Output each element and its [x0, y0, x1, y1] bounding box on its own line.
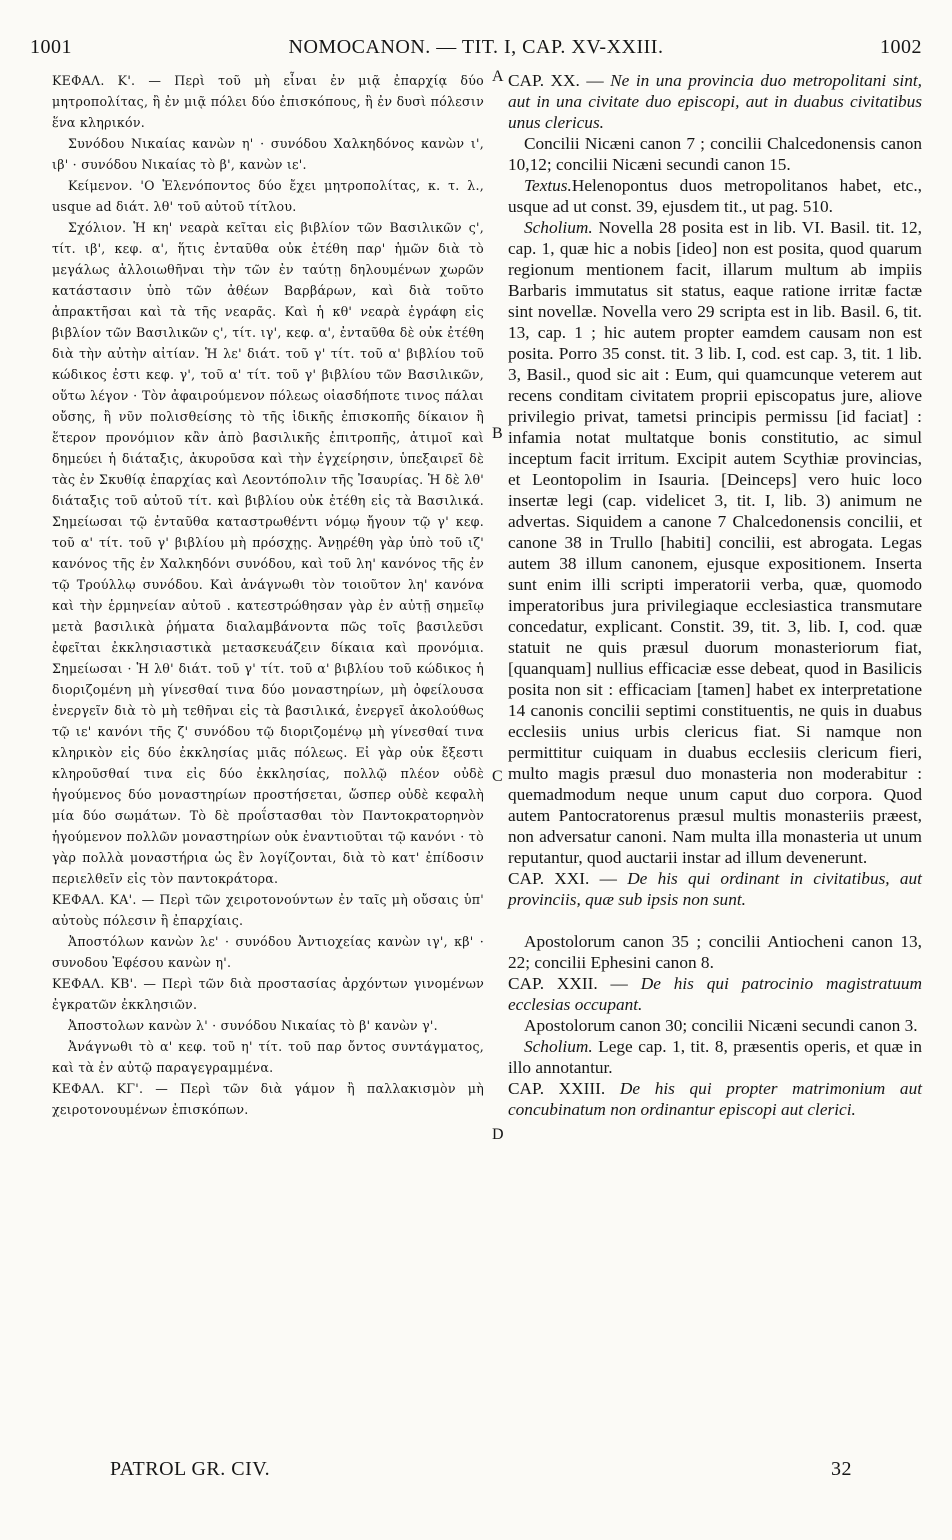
- latin-chapter-20-scholium: [508, 217, 922, 868]
- page-number-right: 1002: [880, 36, 922, 58]
- page-number-left: 1001: [30, 36, 72, 58]
- latin-chapter-21-sources: Apostolorum canon 35 ; concilii Antiocheni canon 13, 22; concilii Ephesini canon 8.: [508, 932, 922, 972]
- latin-chapter-23-heading: [508, 1078, 922, 1120]
- latin-chapter-21-label: CAP. XXI. —: [508, 869, 617, 888]
- scholium-body: Novella 28 posita est in lib. VI. Basil. tit. 12, cap. 1, quæ hic a nobis [ideo] non est posita, quod quarum regionum mentionem facit, illarum multum ab impiis Barbaris immutatus sit status, eaque ratione irritæ factæ sint novellæ. Novella vero 29 scripta est in lib. Basil. 6, tit. 13, cap. 1 ; hic autem propter eamdem causam non est posita. Porro 35 const. tit. 3 lib. I, cod. est cap. 3, tit. 1 lib. 3, Basil., quod sic ait : Eum, qui quamcunque veterem aut recens conditam civitatem proprii episcopatus jure, aliove privilegio privat, tametsi principis permissu [id faciat] : infamia notat multatque bonis constitutio, ac simul inceptum facit irritum. Excipit autem Scythiæ provincias, et Leontopolim in Isauria. [Deinceps] vero huic loco insertæ legi (cap. videlicet 3, tit. I, lib. 3) animum ne advertas. Siquidem a canone 7 Chalcedonensis concilii, et canone 38 in Trullo [habiti] concilii, est abrogata. Legas autem 38 illum canonem, ejusque expositionem. Inserta sunt enim illi scripti imperatorii verba, quæ, quomodo imperatoribus jura privilegiaque ecclesiastica transmutare concedatur, explicant. Constit. 39, tit. 3, lib. I, cod. quæ statuit ne quis præsul duorum monasteriorum fiat, [quanquam] nullius efficaciæ esse debeat, quod in Basilicis posita non sit : efficaciam [tamen] habet ex interpretatione 14 canonis concilii septimi constituentis, ne quis in duabus ecclesiis unius urbis clericus fiat. Si namque non permittitur cuiquam in duabus ecclesiis clericum fieri, multo magis præsul duo monasteria non moderabitur : quemadmodum neque unum caput duo corpora. Quod autem Pantocratorenus præsul multis monasteriis præest, non adversatur canoni. Nam multa illa monasteria ut unum reputantur, quod auctarii instar ad illum devenerunt.: [508, 218, 923, 867]
- latin-chapter-22-sources: Apostolorum canon 30; concilii Nicæni secundi canon 3.: [524, 1016, 918, 1035]
- scholium-body-22: Lege cap. 1, tit. 8, præsentis operis, et quæ in illo annotantur.: [508, 1037, 922, 1077]
- page-footer: [110, 1458, 852, 1486]
- volume-signature: PATROL GR. CIV.: [110, 1458, 271, 1480]
- greek-chapter-21-heading: ΚΕΦΑΛ. ΚΑ'. — Περὶ τῶν χειροτονούντων ἐν ταῖς μὴ οὔσαις ὑπ' αὐτοὺς πόλεσιν ἢ ἐπαρχίαις.: [52, 892, 484, 928]
- signature-number: 32: [831, 1458, 852, 1480]
- latin-chapter-21-heading: [508, 868, 922, 910]
- margin-letter-d: D: [492, 1126, 504, 1143]
- scholium-label-22: Scholium.: [524, 1037, 593, 1056]
- greek-chapter-20-sources: Συνόδου Νικαίας κανὼν η' · συνόδου Χαλκηδόνος κανὼν ι', ιβ' · συνόδου Νικαίας τὸ β', κανὼν ιε'.: [52, 136, 484, 172]
- greek-chapter-20-scholion: Σχόλιον. Ἡ κη' νεαρὰ κεῖται εἰς βιβλίον τῶν Βασιλικῶν ς', τίτ. ιβ', κεφ. α', ἥτις ἐνταῦθα οὐκ ἐτέθη παρ' ἡμῶν διὰ τὸ μεγάλως ἀλλοιωθῆναι τὴν τῶν ἐν ταύτῃ δηλουμένων χωρῶν κατάστασιν ὑπὸ τῶν ἀθέων Βαρβάρων, καὶ διὰ τοῦτο ἀπρακτῆσαι καὶ τὰ τῆς νεαρᾶς. Καὶ ἡ κθ' νεαρὰ ἐγράφη εἰς βιβλίον τῶν Βασιλικῶν ς', τίτ. ιγ', κεφ. α', ἐνταῦθα δὲ οὐκ ἐτέθη διὰ τὴν αὐτὴν αἰτίαν. Ἡ λε' διάτ. τοῦ γ' τίτ. τοῦ α' βιβλίου τοῦ κώδικος ἐστι κεφ. γ', τοῦ α' τίτ. τοῦ γ' βιβλίου τῶν Βασιλικῶν, οὕτω λέγον · Τὸν ἀφαιρούμενον πόλεως οἱασδήποτε τινος πάλαι οὔσης, ἢ νῦν πολισθείσης τὸ τῆς ἰδικῆς ἐπισκοπῆς δίκαιον ἢ ἕτερον προνόμιον κἂν ἀπὸ βασιλικῆς ἐπιτροπῆς, ἀτιμοῖ καὶ δημεύει ἡ διάταξις, ἀκυροῦσα καὶ τὴν ἐγχείρησιν, ὑπεξαιρεῖ δὲ τὰς ἐν Σκυθίᾳ ἐπαρχίας καὶ Λεοντόπολιν τῆς Ἰσαυρίας. Ἡ δὲ λθ' διάταξις τοῦ αὐτοῦ τίτ. καὶ βιβλίου οὐκ ἐτέθη εἰς τὰ Βασιλικά. Σημείωσαι τῷ ἐνταῦθα καταστρωθέντι νόμῳ ἤγουν τῷ γ' κεφ. τοῦ α' τίτ. τοῦ γ' βιβλίου μὴ πρόσχῃς. Ἀνῃρέθη γὰρ ὑπὸ τοῦ ιζ' κανόνος τῆς ἐν Χαλκηδόνι συνόδου, καὶ τοῦ λη' κανόνος τῆς ἐν τῷ Τρούλλῳ συνόδου. Καὶ ἀνάγνωθι τὸν τοιοῦτον λη' κανόνα καὶ τὴν ἑρμηνείαν αὐτοῦ . κατεστρώθησαν γὰρ ἐν αὐτῇ σημεῖῳ μετὰ βασιλικὰ ῥήματα διαλαμβάνοντα πῶς τοῖς βασιλεῦσι ἐφεῖται ἐκκλησιαστικὰ μετασκευάζειν δίκαια καὶ προνόμια. Σημείωσαι · Ἡ λθ' διάτ. τοῦ γ' τίτ. τοῦ α' βιβλίου τοῦ κώδικος ἡ διοριζομένη μὴ γίνεσθαί τινα δύο μοναστηρίων, μὴ ὀφείλουσα ἐνεργεῖν διὰ τὸ μὴ τεθῆναι εἰς τὰ βασιλικά, ἐνεργεῖ ἀκολούθως τῷ ιε' κανόνι τῆς ζ' συνόδου τῷ διοριζομένῳ μὴ γίνεσθαί τινα κληρικὸν εἰς δύο ἐκκλησίας μιᾶς πόλεως. Εἰ γὰρ οὐκ ἔξεστι κληροῦσθαί τινα εἰς δύο ἐκκλησίας, πολλῷ πλέον οὐδὲ ἡγούμενος δύο μοναστηρίων προστήσεται, ὥσπερ οὐδὲ κεφαλὴ μία δύο σωμάτων. Τὸ δὲ προΐστασθαι τὸν Παντοκρατορηνὸν ἡγούμενον πολλῶν μοναστηρίων οὐκ ἐναντιοῦται τῷ κανόνι · τὸ γὰρ πολλὰ μοναστήρια ὡς ἓν λογίζονται, διὰ τὸ κατ' ἐπίδοσιν περιελθεῖν εἰς τὸν παντοκράτορα.: [52, 220, 484, 886]
- greek-chapter-22-reference: Ἀνάγνωθι τὸ α' κεφ. τοῦ η' τίτ. τοῦ παρ ὄντος συντάγματος, καὶ τὰ ἐν αὐτῷ παραγεγραμμένα.: [52, 1039, 484, 1075]
- latin-chapter-22-scholium: [508, 1036, 922, 1078]
- margin-letter-c: C: [492, 768, 503, 785]
- latin-chapter-22-label: CAP. XXII. —: [508, 974, 628, 993]
- latin-chapter-20-heading: [508, 70, 922, 133]
- latin-chapter-23-label: CAP. XXIII.: [508, 1079, 606, 1098]
- greek-chapter-21-sources: Ἀποστόλων κανὼν λε' · συνόδου Ἀντιοχείας κανὼν ιγ', κβ' · συνοδου Ἐφέσου κανὼν η'.: [52, 934, 484, 970]
- greek-chapter-20-text: Κείμενον. 'Ο Ἑλενόποντος δύο ἔχει μητροπολίτας, κ. τ. λ., usque ad διάτ. λθ' τοῦ αὐτοῦ τίτλου.: [52, 178, 484, 214]
- latin-chapter-20-sources: Concilii Nicæni canon 7 ; concilii Chalcedonensis canon 10,12; concilii Nicæni secundi canon 15.: [508, 134, 922, 174]
- latin-chapter-21-title: De his qui ordinant in civitatibus, aut provinciis, quæ sub ipsis non sunt.: [508, 869, 922, 909]
- margin-letter-b: B: [492, 425, 503, 442]
- greek-column: [52, 70, 484, 1120]
- latin-column: [508, 70, 922, 1120]
- greek-chapter-22-heading: ΚΕΦΑΛ. ΚΒ'. — Περὶ τῶν διὰ προστασίας ἀρχόντων γινομένων ἐγκρατῶν ἐκκλησιῶν.: [52, 976, 484, 1012]
- running-title: NOMOCANON. — TIT. I, CAP. XV-XXIII.: [288, 36, 664, 58]
- margin-letter-a: A: [492, 68, 504, 85]
- latin-chapter-20-label: CAP. XX. —: [508, 71, 604, 90]
- greek-chapter-22-sources: Ἀποστολων κανὼν λ' · συνόδου Νικαίας τὸ β' κανὼν γ'.: [68, 1018, 438, 1033]
- greek-chapter-23-heading: ΚΕΦΑΛ. ΚΓ'. — Περὶ τῶν διὰ γάμον ἢ παλλακισμὸν μὴ χειροτονουμένων ἐπισκόπων.: [52, 1081, 484, 1117]
- textus-body: Helenopontus duos metropolitanos habet, etc., usque ad ut const. 39, ejusdem tit., ut pag. 510.: [508, 176, 922, 216]
- textus-label: Textus.: [524, 176, 572, 195]
- latin-chapter-20-title: Ne in una provincia duo metropolitani sint, aut in una civitate duo episcopi, aut in duabus civitatibus unus clericus.: [508, 71, 922, 132]
- latin-chapter-22-heading: [508, 973, 922, 1015]
- page-header: [30, 36, 922, 68]
- scholium-label: Scholium.: [524, 218, 593, 237]
- latin-chapter-22-title: De his qui patrocinio magistratuum ecclesias occupant.: [508, 974, 922, 1014]
- latin-chapter-23-title: De his qui propter matrimonium aut concubinatum non ordinantur episcopi aut clerici.: [508, 1079, 923, 1119]
- greek-chapter-20-heading: ΚΕΦΑΛ. Κ'. — Περὶ τοῦ μὴ εἶναι ἐν μιᾷ ἐπαρχίᾳ δύο μητροπολίτας, ἢ ἐν μιᾷ πόλει δύο ἐπισκόπους, ἢ ἐν δυσὶ πόλεσιν ἕνα κληρικόν.: [52, 73, 484, 130]
- latin-chapter-20-textus: [508, 175, 922, 217]
